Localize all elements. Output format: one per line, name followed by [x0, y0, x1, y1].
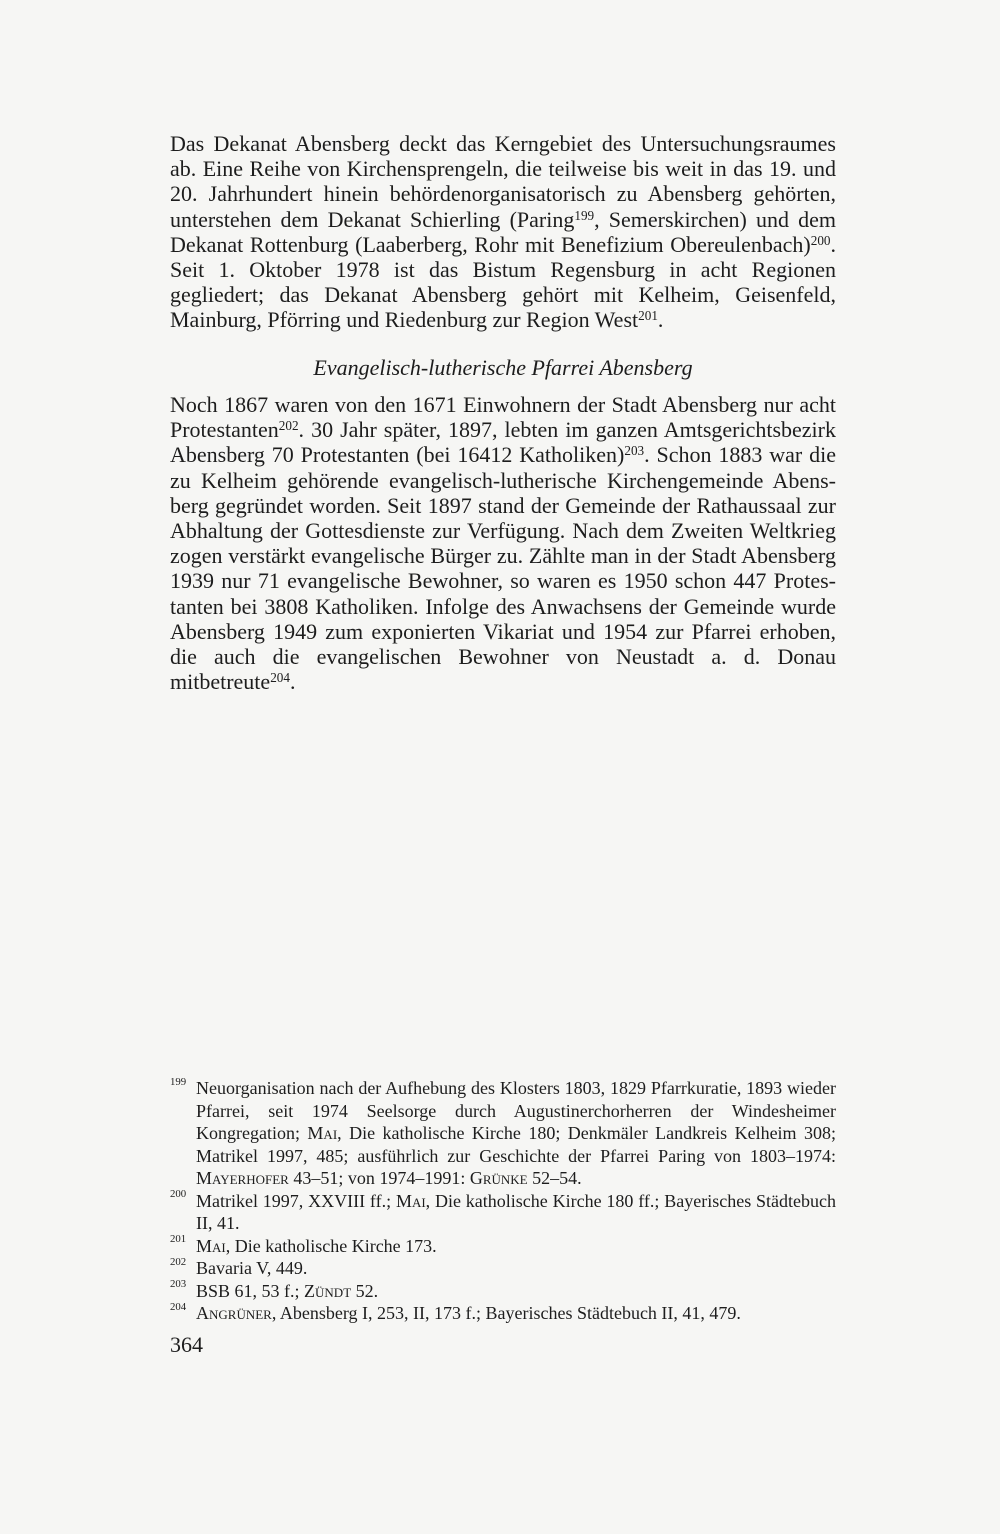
text-run: , Die katholische Kirche 173.	[225, 1235, 437, 1256]
text-run: 52–54.	[527, 1168, 582, 1188]
page-number: 364	[170, 1332, 203, 1357]
text-run: .	[657, 307, 664, 333]
footnotes	[170, 1077, 836, 1325]
footnote-ref: 201	[638, 308, 658, 324]
author-name: Mayerhofer	[196, 1168, 289, 1188]
text-run: Bavaria V, 449.	[196, 1258, 308, 1278]
text-run: , Semerskirchen) und dem Dekanat Rottenburg (Laaberberg, Rohr mit Benefizium Obereulenbach)	[170, 206, 836, 257]
text-run: , Die katholische Kirche 180 ff.; Bayerisches Städtebuch II, 41.	[196, 1190, 836, 1233]
footnote-199: 199 Neuorganisation nach der Aufhebung des Klosters 1803, 1829 Pfarrkuratie, 1893 wieder Pfarrei, seit 1974 Seelsorge durch Augustinerchorherren der Windesheimer Kongregation; Mai, Die katholische Kirche 180; Denkmäler Landkreis Kelheim 308; Matrikel 1997, 485; ausführlich zur Geschichte der Pfarrei Paring von 1803–1974: Mayerhofer 43–51; von 1974–1991: Grünke 52–54.	[170, 1075, 836, 1188]
author-name: Grünke	[469, 1168, 528, 1188]
text-run: BSB 61, 53 f.;	[196, 1280, 305, 1301]
footnote-202: 202 Bavaria V, 449.	[170, 1255, 308, 1278]
text-run: .	[289, 669, 296, 695]
author-name: Zündt	[304, 1280, 352, 1301]
author-name: Angrüner	[196, 1303, 272, 1323]
text-run: , Abensberg I, 253, II, 173 f.; Bayerisches Städtebuch II, 41, 479.	[271, 1303, 741, 1323]
section-heading: Evangelisch-lutherische Pfarrei Abensberg	[313, 355, 693, 380]
footnote-203: 203 BSB 61, 53 f.; Zündt 52.	[170, 1278, 379, 1301]
text-run: Matrikel 1997, XXVIII ff.;	[196, 1190, 396, 1211]
footnote-204: 204 Angrüner, Abensberg I, 253, II, 173 f.; Bayerisches Städtebuch II, 41, 479.	[170, 1300, 741, 1323]
footnote-ref: 200	[810, 232, 831, 248]
author-name: Mai	[307, 1123, 338, 1143]
text-run: . Seit 1. Oktober 1978 ist das Bistum Regensburg in acht Regionen gegliedert; das Dekanat Abensberg gehört mit Kelheim, Geisenfeld, Mainburg, Pförring und Riedenburg zur Region West	[170, 231, 836, 333]
author-name: Mai	[395, 1190, 426, 1211]
footnote-ref: 203	[624, 443, 645, 459]
body-paragraph-1	[170, 131, 836, 333]
text-run: 52.	[351, 1280, 379, 1301]
text-run: 43–51; von 1974–1991:	[288, 1168, 470, 1188]
footnote-ref: 202	[278, 417, 299, 433]
footnote-201: 201 Mai, Die katholische Kirche 173.	[170, 1233, 437, 1256]
text-run: Das Dekanat Abensberg deckt das Kerngebiet des Untersuchungsraumes ab. Eine Reihe von Kirchensprengeln, die teilweise bis weit in das 19. und 20. Jahrhundert hinein behördenorganisatorisch zu Abensberg gehörten, unterstehen dem Dekanat Schierling (Paring	[170, 131, 836, 232]
body-paragraph-2	[170, 392, 836, 694]
text-run: . Schon 1883 war die zu Kelheim gehörende evangelisch-lutherische Kirchengemeinde Abensberg gegründet worden. Seit 1897 stand der Gemeinde der Rathaussaal zur Abhaltung der Gottesdienste zur Verfügung. Nach dem Zweiten Weltkrieg zogen verstärkt evangelische Bürger zu. Zählte man in der Stadt Abensberg 1939 nur 71 evangelische Bewohner, so waren es 1950 schon 447 Protestanten bei 3808 Katholiken. Infolge des Anwachsens der Gemeinde wurde Abensberg 1949 zum exponierten Vikariat und 1954 zur Pfarrei erhoben, die auch die evangelischen Bewohner von Neustadt a. d. Donau mitbetreute	[170, 442, 836, 695]
text-run: , Die katholische Kirche 180; Denkmäler Landkreis Kelheim 308; Matrikel 1997, 485; ausführlich zur Geschichte der Pfarrei Paring von 1803–1974:	[196, 1123, 836, 1166]
footnote-ref: 204	[270, 669, 290, 685]
footnote-200: 200 Matrikel 1997, XXVIII ff.; Mai, Die katholische Kirche 180 ff.; Bayerisches Städtebuch II, 41.	[170, 1188, 836, 1233]
text-run: . 30 Jahr später, 1897, lebten im ganzen Amtsgerichtsbezirk Abensberg 70 Protestanten (bei 16412 Katholiken)	[170, 417, 836, 468]
author-name: Mai	[196, 1235, 226, 1256]
text-run: Noch 1867 waren von den 1671 Einwohnern der Stadt Abensberg nur acht Protestanten	[170, 392, 836, 443]
text-run: Neuorganisation nach der Aufhebung des Klosters 1803, 1829 Pfarrkuratie, 1893 wieder Pfarrei, seit 1974 Seelsorge durch Augustinerchorherren der Windesheimer Kongregation;	[196, 1078, 836, 1143]
footnote-ref: 199	[574, 207, 595, 223]
